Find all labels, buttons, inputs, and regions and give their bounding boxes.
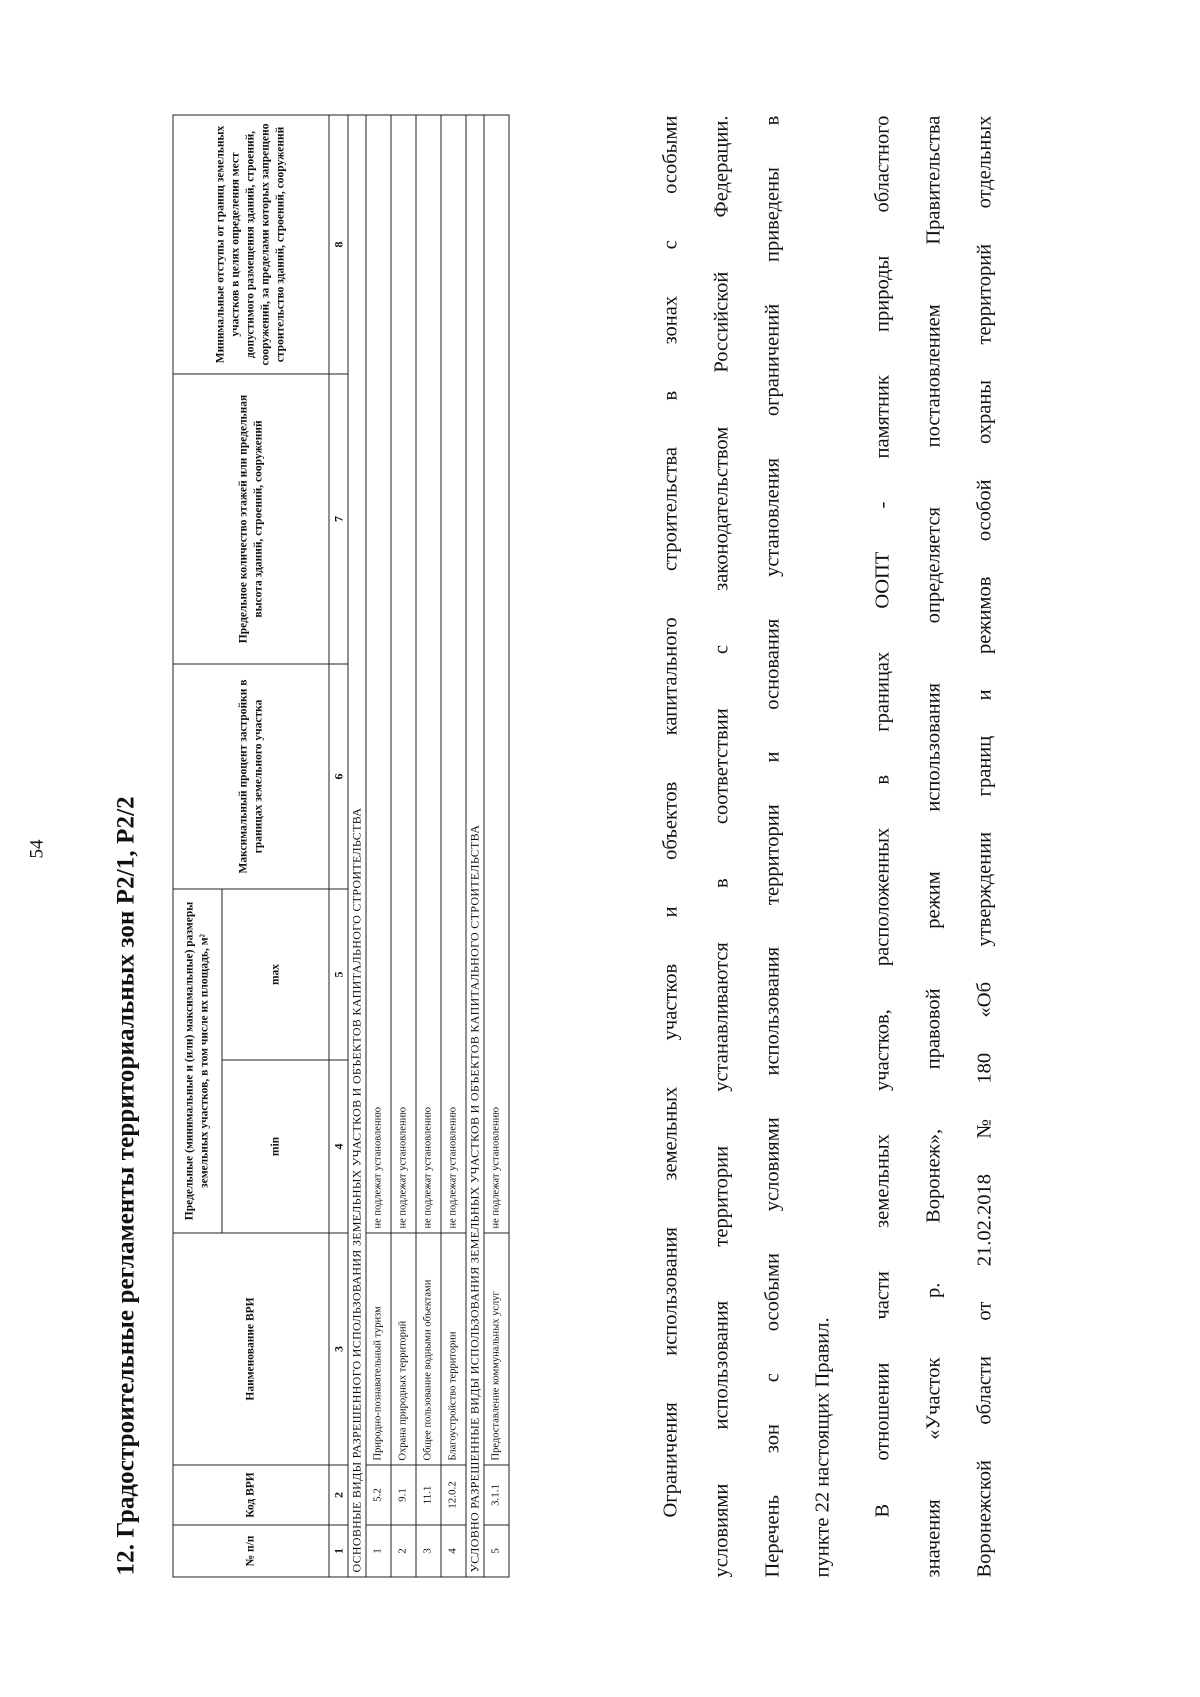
col-number: 1	[329, 1525, 348, 1577]
word: особыми	[761, 1252, 783, 1331]
word: определяется	[922, 506, 944, 623]
word: условиями	[761, 1116, 783, 1211]
paragraph-2-line-1	[872, 115, 892, 1517]
header-setback: Минимальные отступы от границ земельных участков в целях определения мест допустимого размещения зданий, строений, сооружений, за пределами которых запрещено строительство зданий, строений, сооружений	[173, 114, 329, 373]
header-floors: Предельное количество этажей или предельная высота зданий, строений, сооружений	[173, 373, 329, 663]
header-size-group	[173, 888, 222, 1232]
word: зонах	[659, 295, 681, 344]
word: №	[973, 1118, 995, 1139]
word: «Об	[973, 981, 995, 1017]
header-num: № п/п	[173, 1525, 329, 1577]
row-name: Природно-познавательный туризм	[366, 1233, 391, 1465]
table-row	[366, 114, 391, 1576]
word: Ограничения	[659, 1401, 681, 1517]
column-number-row	[329, 114, 348, 1576]
row-num: 4	[441, 1525, 466, 1577]
word: природы	[871, 255, 893, 332]
word: утверждении	[973, 831, 995, 947]
word: Перечень	[761, 1494, 783, 1577]
word: Российской	[710, 271, 732, 373]
col-number: 2	[329, 1465, 348, 1525]
paragraph-1-line-4: пункте 22 настоящих Правил.	[811, 1316, 833, 1577]
row-name: Предоставление коммунальных услуг	[484, 1233, 509, 1465]
word: устанавливаются	[710, 941, 732, 1092]
word: территории	[761, 803, 783, 905]
header-code: Код ВРИ	[173, 1465, 329, 1525]
row-name: Благоустройство территории	[441, 1233, 466, 1465]
word: участков	[659, 963, 681, 1040]
word: «Участок	[922, 1357, 944, 1440]
word: части	[871, 1270, 893, 1320]
word: р.	[922, 1282, 944, 1298]
word: объектов	[659, 781, 681, 860]
word: строительства	[659, 446, 681, 571]
row-code: 3.1.1	[484, 1465, 509, 1525]
row-code: 5.2	[366, 1465, 391, 1525]
word: особой	[973, 478, 995, 541]
row-num: 5	[484, 1525, 509, 1577]
word: территорий	[973, 243, 995, 344]
col-number: 4	[329, 1060, 348, 1233]
word: и	[761, 751, 783, 762]
word: установления	[761, 457, 783, 577]
paragraph-1-line-3	[762, 115, 782, 1577]
section-title-main: ОСНОВНЫЕ ВИДЫ РАЗРЕШЕННОГО ИСПОЛЬЗОВАНИЯ ЗЕМЕЛЬНЫХ УЧАСТКОВ И ОБЪЕКТОВ КАПИТАЛЬНОГО СТРОИТЕЛЬСТВА	[348, 114, 366, 1576]
row-note: не подлежат установлению	[391, 114, 416, 1232]
row-name: Общее пользование водными объектами	[416, 1233, 441, 1465]
word: с	[761, 1372, 783, 1382]
word: в	[871, 774, 893, 785]
word: ООПТ	[871, 551, 893, 609]
word: условиями	[710, 1483, 732, 1577]
word: ограничений	[761, 303, 783, 416]
word: использования	[761, 946, 783, 1076]
row-num: 1	[366, 1525, 391, 1577]
page-title: 12. Градостроительные регламенты территориальных зон Р2/1, Р2/2	[112, 795, 139, 1575]
row-code: 11.1	[416, 1465, 441, 1525]
table-row	[391, 114, 416, 1576]
word: отдельных	[973, 115, 995, 208]
word: с	[710, 644, 732, 654]
header-max: max	[222, 888, 329, 1059]
word: 21.02.2018	[973, 1173, 995, 1266]
col-number: 7	[329, 373, 348, 663]
word: 180	[973, 1052, 995, 1084]
col-number: 5	[329, 888, 348, 1059]
paragraph-2-line-2	[923, 115, 943, 1577]
word: Правительства	[922, 115, 944, 245]
row-note: не подлежат установлению	[416, 114, 441, 1232]
word: земельных	[659, 1086, 681, 1181]
word: использования	[710, 1300, 732, 1429]
word: области	[973, 1355, 995, 1425]
word: отношении	[871, 1362, 893, 1461]
word: соответствии	[710, 707, 732, 824]
word: и	[973, 688, 995, 700]
word: капитального	[659, 616, 681, 735]
regulations-table	[172, 114, 509, 1577]
word: границах	[871, 651, 893, 732]
header-min: min	[222, 1060, 329, 1233]
word: от	[973, 1301, 995, 1321]
section-row-main	[348, 114, 366, 1576]
word: расположенных	[871, 827, 893, 966]
paragraph-1-line-1	[660, 115, 680, 1517]
word: постановлением	[922, 303, 944, 447]
word: особыми	[659, 115, 681, 194]
word: основания	[761, 618, 783, 710]
word: режим	[922, 870, 944, 929]
word: значения	[922, 1498, 944, 1577]
section-row-conditional	[466, 114, 484, 1576]
table-row	[416, 114, 441, 1576]
word: В	[871, 1503, 893, 1517]
row-note: не подлежат установлению	[441, 114, 466, 1232]
col-number: 8	[329, 114, 348, 373]
word: территории	[710, 1145, 732, 1247]
row-name: Охрана природных территорий	[391, 1233, 416, 1465]
row-code: 9.1	[391, 1465, 416, 1525]
word: -	[871, 501, 893, 508]
col-number: 6	[329, 663, 348, 888]
word: с	[659, 239, 681, 249]
word: памятник	[871, 374, 893, 458]
word: и	[659, 905, 681, 917]
col-number: 3	[329, 1233, 348, 1465]
word: участков,	[871, 1008, 893, 1091]
word: Воронежской	[973, 1459, 995, 1577]
paragraph-1-line-2	[711, 115, 731, 1577]
paragraph-2-line-3	[974, 115, 994, 1577]
row-note: не подлежат установлению	[484, 114, 509, 1232]
word: охраны	[973, 379, 995, 444]
header-name: Наименование ВРИ	[173, 1233, 329, 1465]
row-code: 12.0.2	[441, 1465, 466, 1525]
table-row	[441, 114, 466, 1576]
word: использования	[922, 682, 944, 812]
word: законодательством	[710, 426, 732, 591]
word: режимов	[973, 576, 995, 654]
word: земельных	[871, 1133, 893, 1228]
page-number: 54	[26, 839, 47, 858]
row-num: 2	[391, 1525, 416, 1577]
header-size-text: Предельные (минимальные и (или) максимальные) размеры земельных участков, в том числе их площадь, м²	[183, 901, 210, 1220]
word: границ	[973, 735, 995, 796]
section-title-conditional: УСЛОВНО РАЗРЕШЕННЫЕ ВИДЫ ИСПОЛЬЗОВАНИЯ ЗЕМЕЛЬНЫХ УЧАСТКОВ И ОБЪЕКТОВ КАПИТАЛЬНОГО СТРОИТЕЛЬСТВА	[466, 114, 484, 1576]
word: в	[761, 115, 783, 125]
word: зон	[761, 1423, 783, 1453]
word: Федерации.	[710, 115, 732, 217]
word: использования	[659, 1226, 681, 1356]
word: Воронеж»,	[922, 1128, 944, 1223]
word: в	[659, 390, 681, 401]
row-note: не подлежат установлению	[366, 114, 391, 1232]
header-percent: Максимальный процент застройки в границах земельного участка	[173, 663, 329, 888]
word: областного	[871, 115, 893, 213]
word: в	[710, 877, 732, 888]
table-row	[484, 114, 509, 1576]
word: правовой	[922, 987, 944, 1069]
row-num: 3	[416, 1525, 441, 1577]
word: приведены	[761, 166, 783, 262]
